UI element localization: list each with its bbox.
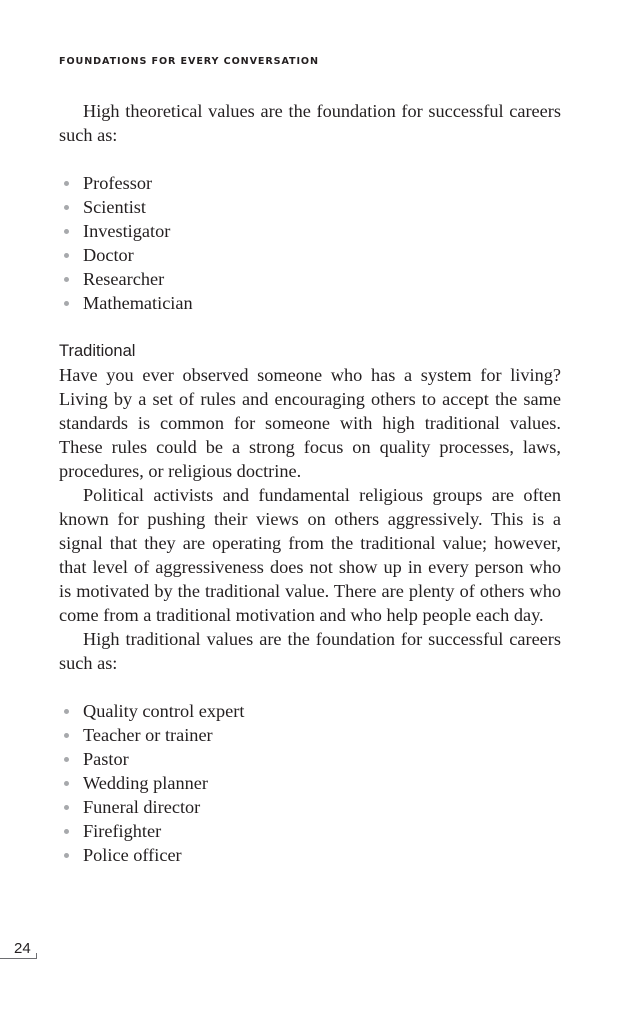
list-item-label: Teacher or trainer — [83, 725, 213, 745]
bullet-icon — [64, 709, 69, 714]
spacer — [59, 675, 561, 699]
theoretical-intro: High theoretical values are the foundation for successful careers such as: — [59, 101, 561, 145]
list-item-label: Professor — [83, 173, 153, 193]
list-item — [59, 699, 561, 723]
bullet-icon — [64, 805, 69, 810]
list-item-label: Doctor — [83, 245, 134, 265]
list-item — [59, 723, 561, 747]
traditional-careers-list — [59, 699, 561, 867]
bullet-icon — [64, 853, 69, 858]
list-item-label: Funeral director — [83, 797, 201, 817]
list-item-label: Quality control expert — [83, 701, 245, 721]
folio-tick — [36, 953, 37, 959]
folio-rule — [0, 958, 37, 959]
list-item — [59, 195, 561, 219]
traditional-paragraph-1: Have you ever observed someone who has a system for living? Living by a set of rules and encouraging others to accept the same standards is common for someone with high traditional values. These rules could be a strong focus on quality processes, laws, procedures, or religious doctrine. — [59, 365, 561, 481]
list-item-label: Researcher — [83, 269, 165, 289]
list-item-label: Police officer — [83, 845, 182, 865]
list-item — [59, 795, 561, 819]
list-item-label: Pastor — [83, 749, 129, 769]
list-item-label: Scientist — [83, 197, 146, 217]
bullet-icon — [64, 277, 69, 282]
list-item — [59, 291, 561, 315]
bullet-icon — [64, 205, 69, 210]
bullet-icon — [64, 229, 69, 234]
list-item-label: Investigator — [83, 221, 171, 241]
list-item — [59, 819, 561, 843]
traditional-paragraph-2: Political activists and fundamental religious groups are often known for pushing their views on others aggressively. This is a signal that they are operating from the traditional value; however, that level of aggressiveness does not show up in every person who is motivated by the traditional value. There are plenty of others who come from a traditional motivation and who help people each day. — [59, 485, 561, 625]
bullet-icon — [64, 757, 69, 762]
list-item-label: Wedding planner — [83, 773, 208, 793]
list-item — [59, 267, 561, 291]
spacer — [59, 315, 561, 339]
spacer — [59, 147, 561, 171]
section-heading-traditional: Traditional — [59, 342, 136, 360]
bullet-icon — [64, 781, 69, 786]
list-item — [59, 843, 561, 867]
list-item-label: Mathematician — [83, 293, 193, 313]
running-head: FOUNDATIONS FOR EVERY CONVERSATION — [59, 56, 319, 67]
page-number: 24 — [14, 940, 31, 957]
bullet-icon — [64, 181, 69, 186]
page-body — [59, 99, 561, 867]
list-item — [59, 171, 561, 195]
theoretical-careers-list — [59, 171, 561, 315]
list-item — [59, 243, 561, 267]
list-item-label: Firefighter — [83, 821, 162, 841]
list-item — [59, 747, 561, 771]
traditional-intro: High traditional values are the foundation for successful careers such as: — [59, 629, 561, 673]
list-item — [59, 219, 561, 243]
bullet-icon — [64, 253, 69, 258]
bullet-icon — [64, 733, 69, 738]
bullet-icon — [64, 829, 69, 834]
bullet-icon — [64, 301, 69, 306]
list-item — [59, 771, 561, 795]
